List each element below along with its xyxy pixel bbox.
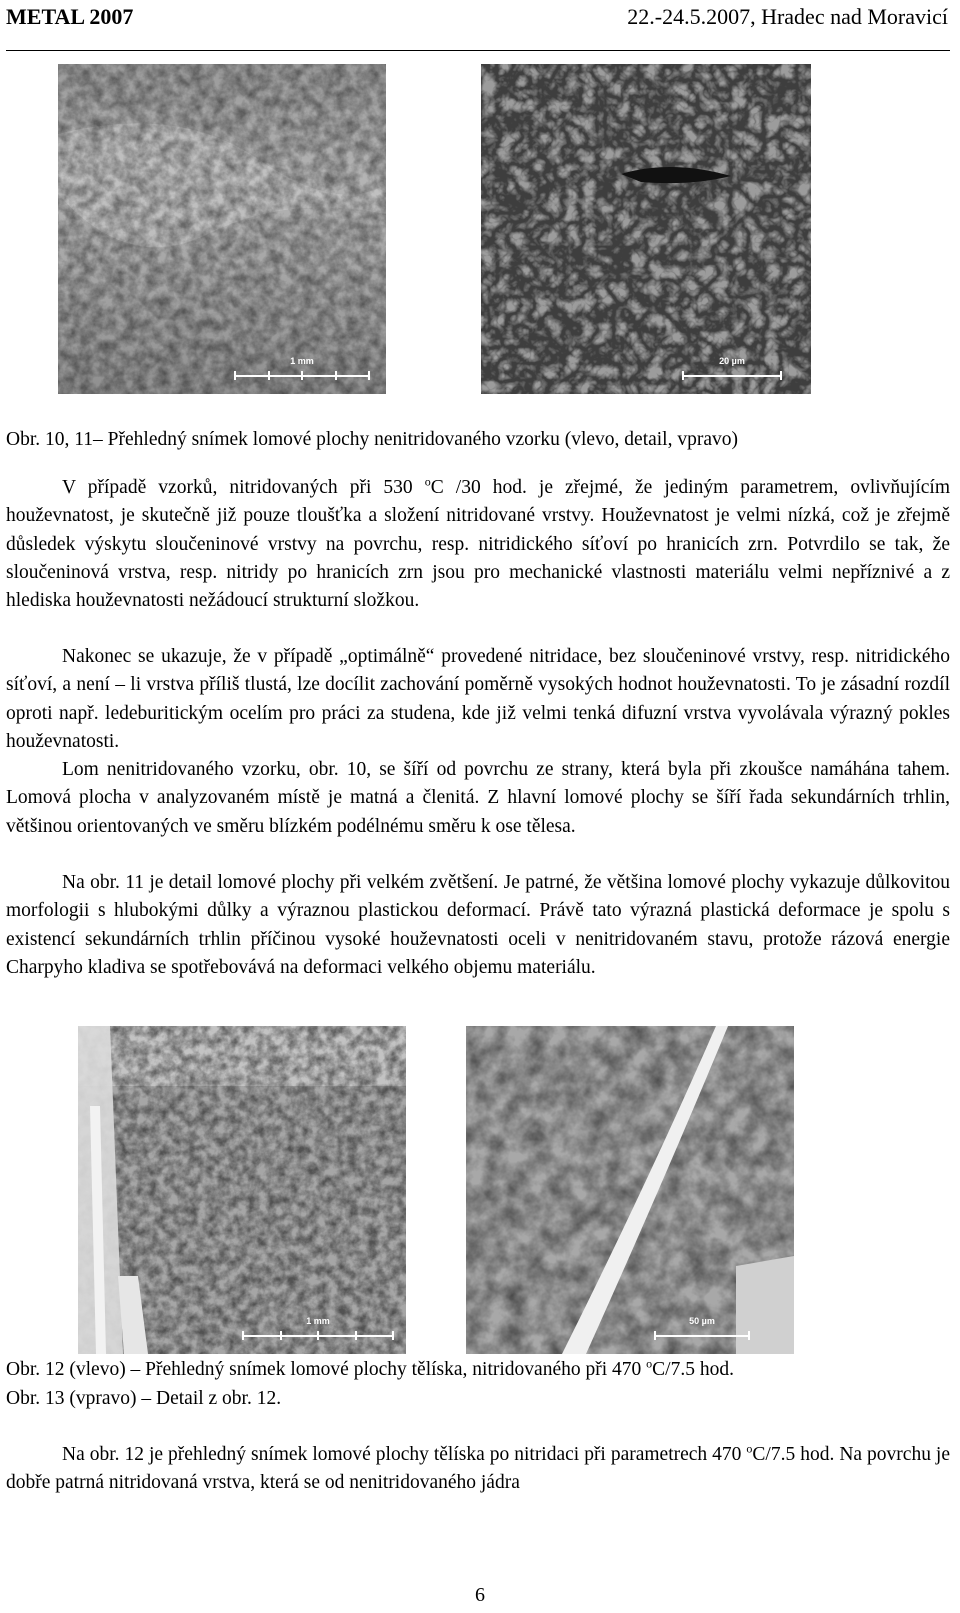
figure-10-scale-bar <box>234 356 370 380</box>
figure-13-caption: Obr. 13 (vpravo) – Detail z obr. 12. <box>6 1388 282 1409</box>
figure-13-image <box>466 1026 794 1354</box>
figure-11-scale-bar <box>682 356 782 380</box>
figure-13-scale-label: 50 µm <box>689 1316 715 1326</box>
figure-10-image <box>58 64 386 394</box>
figure-13-scale-bar <box>654 1316 750 1340</box>
header-rule <box>6 50 950 51</box>
figure-12-scale-label: 1 mm <box>306 1316 330 1326</box>
header-date-place: 22.-24.5.2007, Hradec nad Moravicí <box>627 4 948 29</box>
paragraph-1: V případě vzorků, nitridovaných při 530 $^o$C /30 hod. je zřejmé, že jediným parametrem, ovlivňujícím houževnatost, je skutečně již pouze tloušťka a složení nitridované vrstvy. Houževnatost je velmi nízká, což je zřejmě důsledek výskytu sloučeninové vrstvy na povrchu, resp. nitridického síťoví po hranicích zrn. Potvrdilo se tak, že sloučeninová vrstva, resp. nitridy po hranicích zrn jsou pro mechanické vlastnosti materiálu velmi nepříznivé a z hlediska houževnatosti nežádoucí strukturní složkou. <box>6 474 950 612</box>
figure-10-scale-label: 1 mm <box>290 356 314 366</box>
figure-12-scale-bar <box>242 1316 394 1340</box>
paragraph-2: Nakonec se ukazuje, že v případě „optimálně“ provedené nitridace, bez sloučeninové vrstvy, resp. nitridického síťoví, a není – li vrstva příliš tlustá, lze docílit zachování poměrně vysokých hodnot houževnatosti. To je zásadní rozdíl oproti např. ledeburitickým ocelím pro práci za studena, kde již velmi tenká difuzní vrstva vyvolávala výrazný pokles houževnatosti. <box>6 646 950 752</box>
paragraph-5: Na obr. 12 je přehledný snímek lomové plochy tělíska po nitridaci při parametrech 470 $^o$C/7.5 hod. Na povrchu je dobře patrná nitridovaná vrstva, která se od nenitridovaného jádra <box>6 1441 950 1494</box>
figure-12-caption: Obr. 12 (vlevo) – Přehledný snímek lomové plochy tělíska, nitridovaného při 470 $^o$C/7.5 hod. <box>6 1356 734 1380</box>
figure-10-11-caption: Obr. 10, 11– Přehledný snímek lomové plochy nenitridovaného vzorku (vlevo, detail, vpravo) <box>6 429 738 450</box>
page-number: 6 <box>475 1584 485 1606</box>
figure-11-scale-label: 20 µm <box>719 356 745 366</box>
figure-11-image <box>481 64 811 394</box>
header-conference: METAL 2007 <box>6 4 134 29</box>
paragraph-3: Lom nenitridovaného vzorku, obr. 10, se šíří od povrchu ze strany, která byla při zkoušce namáhána tahem. Lomová plocha v analyzovaném místě je matná a členitá. Z hlavní lomové plochy se šíří řada sekundárních trhlin, většinou orientovaných ve směru blízkém podélnému směru k ose tělesa. <box>6 759 950 837</box>
figure-12-image <box>78 1026 406 1354</box>
paragraph-4: Na obr. 11 je detail lomové plochy při velkém zvětšení. Je patrné, že většina lomové plochy vykazuje důlkovitou morfologii s hlubokými důlky a výraznou plastickou deformací. Právě tato výrazná plastická deformace je spolu s existencí sekundárních trhlin příčinou vysoké houževnatosti oceli v nenitridovaném stavu, protože rázová energie Charpyho kladiva se spotřebovává na deformaci velkého objemu materiálu. <box>6 872 950 978</box>
